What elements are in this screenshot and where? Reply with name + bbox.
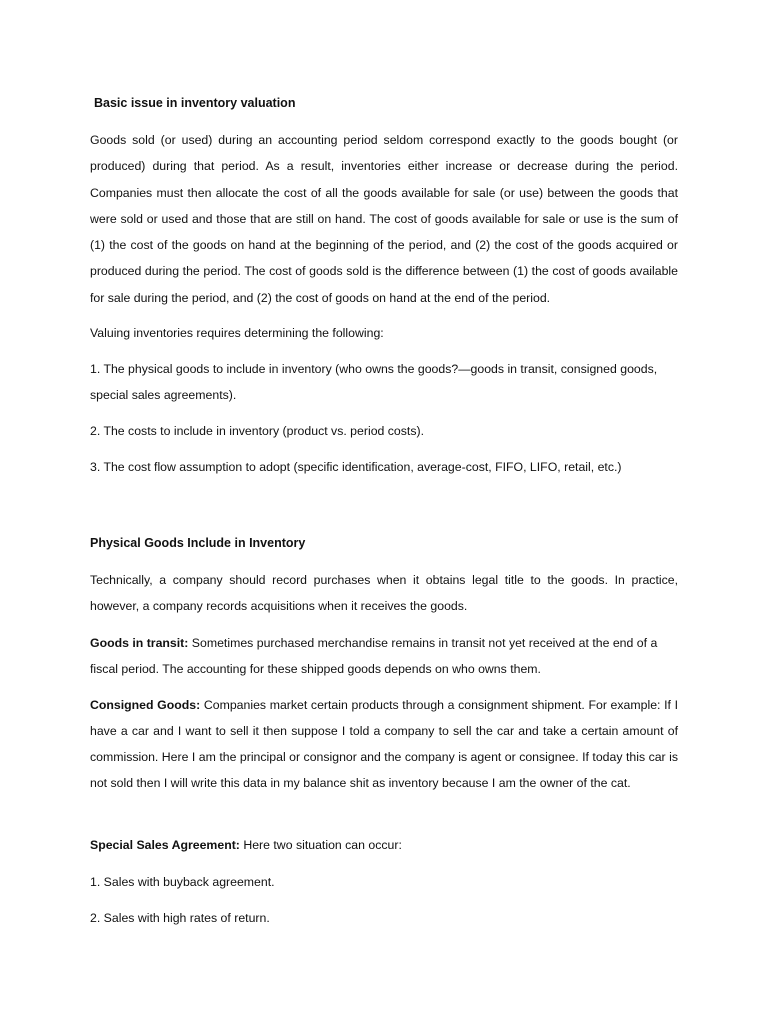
- paragraph-special-sales: [90, 832, 678, 858]
- paragraph-consigned-goods: [90, 692, 678, 796]
- section-heading-physical-goods: Physical Goods Include in Inventory: [90, 536, 306, 550]
- goods-in-transit-text: Sometimes purchased merchandise remains in transit not yet received at the end of a fiscal period. The accounting for these shipped goods depends on who owns them.: [90, 636, 658, 676]
- list-item-physical-goods: 1. The physical goods to include in inventory (who owns the goods?—goods in transit, consigned goods, special sales agreements).: [90, 362, 658, 402]
- list-item-buyback: 1. Sales with buyback agreement.: [90, 875, 275, 889]
- paragraph-goods-sold: Goods sold (or used) during an accounting period seldom correspond exactly to the goods bought (or produced) during that period. As a result, inventories either increase or decrease during the period. Companies must then allocate the cost of all the goods available for sale (or use) between the goods that were sold or used and those that are still on hand. The cost of goods available for sale or use is the sum of (1) the cost of the goods on hand at the beginning of the period, and (2) the cost of the goods acquired or produced during the period. The cost of goods sold is the difference between (1) the cost of goods available for sale during the period, and (2) the cost of goods on hand at the end of the period.: [90, 133, 678, 305]
- paragraph-valuing-intro: Valuing inventories requires determining the following:: [90, 326, 384, 340]
- special-sales-text: Here two situation can occur:: [239, 838, 402, 852]
- section-heading-inventory-valuation: Basic issue in inventory valuation: [94, 96, 296, 110]
- list-item-costs: 2. The costs to include in inventory (product vs. period costs).: [90, 424, 424, 438]
- paragraph-goods-in-transit: [90, 630, 678, 682]
- consigned-goods-text: Companies market certain products through a consignment shipment. For example: If I have a car and I want to sell it then suppose I told a company to sell the car and take a certain amount of commission. Here I am the principal or consignor and the company is agent or consignee. If today this car is not sold then I will write this data in my balance shit as inventory because I am the owner of the cat.: [90, 698, 678, 790]
- list-item-high-returns: 2. Sales with high rates of return.: [90, 911, 270, 925]
- paragraph-legal-title: Technically, a company should record purchases when it obtains legal title to the goods. In practice, however, a company records acquisitions when it receives the goods.: [90, 573, 678, 613]
- goods-in-transit-label: Goods in transit:: [90, 636, 189, 650]
- list-item-cost-flow: 3. The cost flow assumption to adopt (specific identification, average-cost, FIFO, LIFO, retail, etc.): [90, 460, 622, 474]
- consigned-goods-label: Consigned Goods:: [90, 698, 201, 712]
- special-sales-label: Special Sales Agreement:: [90, 838, 240, 852]
